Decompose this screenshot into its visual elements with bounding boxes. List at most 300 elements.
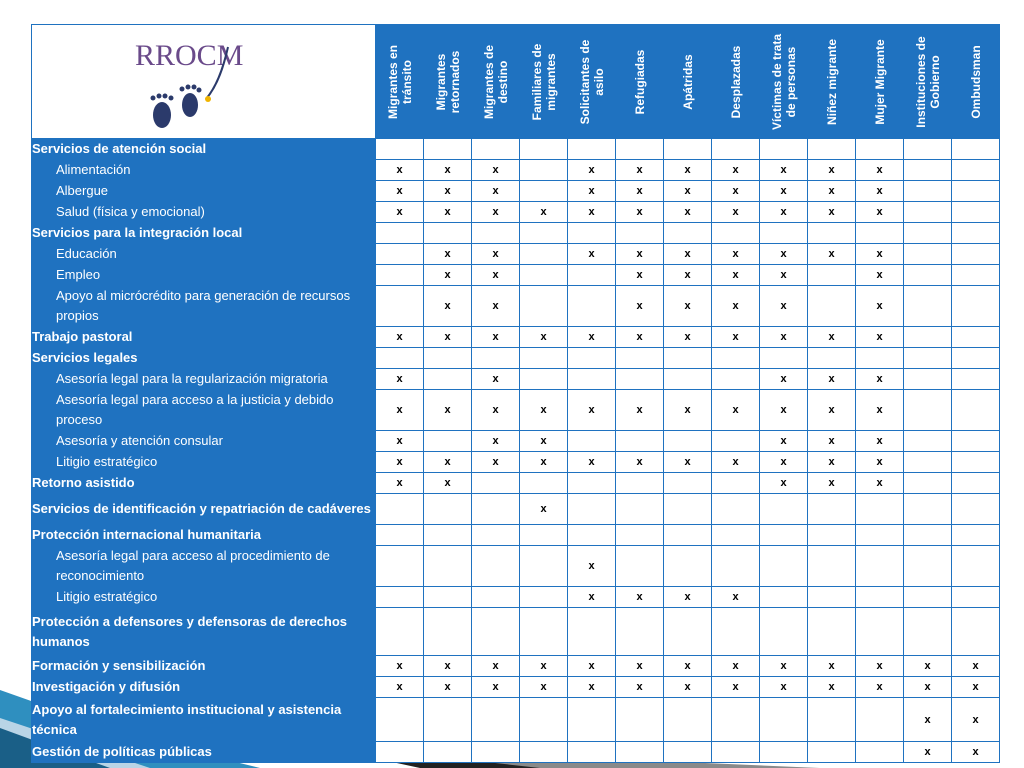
mark-cell: x — [856, 656, 904, 677]
column-header: Niñez migrante — [808, 25, 856, 139]
mark-cell — [520, 525, 568, 546]
mark-cell — [568, 431, 616, 452]
mark-cell: x — [424, 327, 472, 348]
mark-cell — [520, 608, 568, 656]
mark-cell: x — [856, 390, 904, 431]
table-row — [32, 348, 1000, 369]
table-body — [32, 139, 1000, 763]
mark-cell — [760, 698, 808, 742]
mark-cell — [520, 348, 568, 369]
mark-cell — [904, 265, 952, 286]
mark-cell — [904, 390, 952, 431]
mark-cell: x — [712, 265, 760, 286]
table-row — [32, 244, 1000, 265]
mark-cell: x — [376, 160, 424, 181]
mark-cell: x — [856, 244, 904, 265]
mark-cell: x — [712, 244, 760, 265]
mark-cell: x — [424, 181, 472, 202]
mark-cell — [952, 452, 1000, 473]
table-row — [32, 139, 1000, 160]
mark-cell: x — [424, 656, 472, 677]
mark-cell — [952, 348, 1000, 369]
mark-cell: x — [712, 452, 760, 473]
mark-cell: x — [424, 452, 472, 473]
mark-cell: x — [952, 742, 1000, 763]
mark-cell — [472, 348, 520, 369]
mark-cell — [376, 348, 424, 369]
mark-cell: x — [568, 390, 616, 431]
mark-cell: x — [856, 369, 904, 390]
mark-cell — [664, 139, 712, 160]
column-header: Mujer Migrante — [856, 25, 904, 139]
mark-cell — [904, 202, 952, 223]
mark-cell — [952, 390, 1000, 431]
mark-cell — [616, 525, 664, 546]
mark-cell: x — [712, 677, 760, 698]
mark-cell: x — [760, 390, 808, 431]
mark-cell: x — [808, 677, 856, 698]
mark-cell — [376, 608, 424, 656]
mark-cell: x — [568, 452, 616, 473]
mark-cell: x — [568, 587, 616, 608]
mark-cell — [520, 160, 568, 181]
mark-cell — [376, 139, 424, 160]
mark-cell: x — [472, 181, 520, 202]
mark-cell — [376, 286, 424, 327]
mark-cell — [664, 473, 712, 494]
mark-cell — [712, 525, 760, 546]
mark-cell: x — [856, 286, 904, 327]
mark-cell — [952, 369, 1000, 390]
column-header: Migrantes de destino — [472, 25, 520, 139]
mark-cell: x — [808, 160, 856, 181]
mark-cell — [616, 431, 664, 452]
mark-cell — [568, 286, 616, 327]
mark-cell — [520, 698, 568, 742]
mark-cell — [568, 369, 616, 390]
mark-cell — [712, 139, 760, 160]
row-heading: Formación y sensibilización — [32, 656, 376, 677]
mark-cell — [520, 265, 568, 286]
mark-cell — [808, 698, 856, 742]
mark-cell: x — [760, 244, 808, 265]
table-row — [32, 181, 1000, 202]
mark-cell — [952, 587, 1000, 608]
mark-cell: x — [616, 327, 664, 348]
mark-cell — [568, 494, 616, 525]
mark-cell — [856, 525, 904, 546]
mark-cell — [520, 139, 568, 160]
mark-cell: x — [472, 677, 520, 698]
mark-cell — [616, 369, 664, 390]
mark-cell: x — [424, 244, 472, 265]
mark-cell — [904, 181, 952, 202]
mark-cell — [376, 244, 424, 265]
mark-cell — [568, 525, 616, 546]
mark-cell: x — [520, 656, 568, 677]
table-row — [32, 656, 1000, 677]
mark-cell — [712, 369, 760, 390]
mark-cell: x — [520, 202, 568, 223]
mark-cell — [712, 348, 760, 369]
mark-cell: x — [376, 327, 424, 348]
mark-cell — [712, 473, 760, 494]
mark-cell — [856, 608, 904, 656]
mark-cell — [952, 608, 1000, 656]
column-header: Instituciones de Gobierno — [904, 25, 952, 139]
mark-cell — [808, 223, 856, 244]
mark-cell — [568, 139, 616, 160]
mark-cell: x — [376, 431, 424, 452]
row-heading: Gestión de políticas públicas — [32, 742, 376, 763]
mark-cell: x — [616, 265, 664, 286]
mark-cell — [520, 587, 568, 608]
row-subitem: Litigio estratégico — [32, 452, 376, 473]
mark-cell: x — [760, 656, 808, 677]
table-row — [32, 677, 1000, 698]
mark-cell: x — [904, 742, 952, 763]
mark-cell: x — [664, 265, 712, 286]
mark-cell: x — [760, 202, 808, 223]
mark-cell — [760, 546, 808, 587]
mark-cell — [664, 546, 712, 587]
mark-cell: x — [376, 452, 424, 473]
mark-cell — [904, 587, 952, 608]
mark-cell — [424, 525, 472, 546]
mark-cell: x — [520, 431, 568, 452]
mark-cell: x — [760, 181, 808, 202]
table-row — [32, 698, 1000, 742]
mark-cell — [616, 546, 664, 587]
mark-cell — [664, 494, 712, 525]
mark-cell — [904, 244, 952, 265]
table-row — [32, 473, 1000, 494]
mark-cell: x — [760, 327, 808, 348]
mark-cell: x — [376, 202, 424, 223]
mark-cell — [472, 587, 520, 608]
row-subitem: Asesoría y atención consular — [32, 431, 376, 452]
mark-cell — [760, 742, 808, 763]
mark-cell — [376, 494, 424, 525]
row-heading: Investigación y difusión — [32, 677, 376, 698]
mark-cell: x — [472, 390, 520, 431]
table-row — [32, 223, 1000, 244]
mark-cell — [664, 369, 712, 390]
table-row — [32, 431, 1000, 452]
logo-cell — [32, 25, 376, 139]
mark-cell: x — [616, 677, 664, 698]
mark-cell — [376, 546, 424, 587]
mark-cell — [472, 742, 520, 763]
mark-cell: x — [760, 473, 808, 494]
services-matrix-table — [31, 24, 1000, 763]
mark-cell: x — [904, 677, 952, 698]
mark-cell — [472, 473, 520, 494]
mark-cell — [808, 265, 856, 286]
mark-cell: x — [568, 160, 616, 181]
mark-cell: x — [616, 656, 664, 677]
table-row — [32, 546, 1000, 587]
mark-cell — [856, 698, 904, 742]
mark-cell: x — [712, 390, 760, 431]
mark-cell: x — [616, 244, 664, 265]
mark-cell: x — [616, 587, 664, 608]
mark-cell — [664, 525, 712, 546]
mark-cell — [952, 160, 1000, 181]
mark-cell — [760, 525, 808, 546]
mark-cell — [472, 494, 520, 525]
mark-cell: x — [856, 327, 904, 348]
table-row — [32, 452, 1000, 473]
mark-cell — [520, 223, 568, 244]
mark-cell: x — [664, 202, 712, 223]
mark-cell: x — [760, 286, 808, 327]
row-subitem: Asesoría legal para la regularización migratoria — [32, 369, 376, 390]
row-heading: Servicios de identificación y repatriación de cadáveres — [32, 494, 376, 525]
mark-cell: x — [952, 698, 1000, 742]
mark-cell — [952, 494, 1000, 525]
mark-cell — [904, 369, 952, 390]
mark-cell — [616, 494, 664, 525]
mark-cell — [568, 698, 616, 742]
mark-cell: x — [472, 286, 520, 327]
mark-cell — [424, 698, 472, 742]
table-row — [32, 742, 1000, 763]
mark-cell — [376, 698, 424, 742]
mark-cell: x — [952, 677, 1000, 698]
mark-cell: x — [856, 160, 904, 181]
mark-cell — [712, 494, 760, 525]
mark-cell — [616, 139, 664, 160]
mark-cell: x — [472, 452, 520, 473]
row-heading: Protección a defensores y defensoras de derechos humanos — [32, 608, 376, 656]
table-row — [32, 202, 1000, 223]
mark-cell: x — [568, 202, 616, 223]
mark-cell — [568, 742, 616, 763]
mark-cell: x — [904, 656, 952, 677]
mark-cell: x — [520, 452, 568, 473]
mark-cell: x — [520, 327, 568, 348]
mark-cell — [424, 742, 472, 763]
row-heading: Servicios de atención social — [32, 139, 376, 160]
mark-cell: x — [760, 265, 808, 286]
row-subitem: Educación — [32, 244, 376, 265]
mark-cell — [952, 181, 1000, 202]
mark-cell — [904, 494, 952, 525]
mark-cell — [520, 742, 568, 763]
mark-cell — [952, 431, 1000, 452]
mark-cell: x — [664, 181, 712, 202]
mark-cell: x — [424, 390, 472, 431]
mark-cell: x — [664, 390, 712, 431]
mark-cell: x — [760, 160, 808, 181]
mark-cell: x — [712, 202, 760, 223]
mark-cell — [712, 431, 760, 452]
mark-cell — [856, 348, 904, 369]
mark-cell — [760, 139, 808, 160]
row-heading: Protección internacional humanitaria — [32, 525, 376, 546]
mark-cell — [664, 348, 712, 369]
mark-cell — [376, 223, 424, 244]
mark-cell — [760, 587, 808, 608]
mark-cell — [856, 494, 904, 525]
mark-cell: x — [664, 160, 712, 181]
mark-cell: x — [616, 181, 664, 202]
mark-cell: x — [568, 677, 616, 698]
mark-cell — [616, 473, 664, 494]
table-row — [32, 494, 1000, 525]
mark-cell — [376, 525, 424, 546]
mark-cell — [568, 223, 616, 244]
mark-cell — [808, 587, 856, 608]
mark-cell: x — [808, 473, 856, 494]
mark-cell — [424, 348, 472, 369]
mark-cell: x — [424, 677, 472, 698]
mark-cell: x — [856, 181, 904, 202]
mark-cell — [760, 494, 808, 525]
row-heading: Retorno asistido — [32, 473, 376, 494]
mark-cell: x — [760, 369, 808, 390]
mark-cell — [664, 431, 712, 452]
row-heading: Apoyo al fortalecimiento institucional y asistencia técnica — [32, 698, 376, 742]
column-header: Solicitantes de asilo — [568, 25, 616, 139]
mark-cell — [568, 608, 616, 656]
mark-cell — [952, 286, 1000, 327]
mark-cell: x — [856, 452, 904, 473]
mark-cell: x — [472, 202, 520, 223]
mark-cell — [904, 473, 952, 494]
row-subitem: Salud (física y emocional) — [32, 202, 376, 223]
mark-cell — [616, 698, 664, 742]
mark-cell: x — [664, 656, 712, 677]
mark-cell: x — [760, 431, 808, 452]
table-row — [32, 160, 1000, 181]
column-header: Migrantes en tránsito — [376, 25, 424, 139]
mark-cell: x — [712, 160, 760, 181]
mark-cell — [424, 587, 472, 608]
mark-cell — [472, 223, 520, 244]
mark-cell — [424, 369, 472, 390]
mark-cell — [904, 452, 952, 473]
table-row — [32, 327, 1000, 348]
mark-cell — [808, 348, 856, 369]
mark-cell — [856, 742, 904, 763]
mark-cell — [472, 546, 520, 587]
mark-cell: x — [712, 656, 760, 677]
row-subitem: Asesoría legal para acceso al procedimiento de reconocimiento — [32, 546, 376, 587]
mark-cell — [952, 139, 1000, 160]
mark-cell — [520, 286, 568, 327]
mark-cell — [712, 698, 760, 742]
mark-cell — [616, 348, 664, 369]
mark-cell — [376, 587, 424, 608]
mark-cell: x — [664, 286, 712, 327]
mark-cell: x — [472, 369, 520, 390]
mark-cell — [856, 139, 904, 160]
mark-cell — [664, 698, 712, 742]
mark-cell — [904, 525, 952, 546]
mark-cell: x — [808, 327, 856, 348]
mark-cell — [520, 546, 568, 587]
mark-cell — [712, 546, 760, 587]
mark-cell — [424, 139, 472, 160]
column-header: Víctimas de trata de personas — [760, 25, 808, 139]
mark-cell: x — [472, 327, 520, 348]
mark-cell — [808, 494, 856, 525]
mark-cell: x — [664, 327, 712, 348]
table-row — [32, 390, 1000, 431]
mark-cell — [904, 223, 952, 244]
mark-cell: x — [520, 677, 568, 698]
mark-cell: x — [712, 327, 760, 348]
table-row — [32, 369, 1000, 390]
mark-cell: x — [856, 431, 904, 452]
mark-cell: x — [616, 390, 664, 431]
mark-cell: x — [376, 390, 424, 431]
mark-cell: x — [808, 431, 856, 452]
table-row — [32, 525, 1000, 546]
mark-cell — [904, 286, 952, 327]
mark-cell — [616, 223, 664, 244]
mark-cell — [904, 160, 952, 181]
mark-cell — [760, 348, 808, 369]
header-row — [32, 25, 1000, 139]
mark-cell: x — [808, 369, 856, 390]
mark-cell — [904, 608, 952, 656]
mark-cell — [424, 546, 472, 587]
mark-cell — [664, 608, 712, 656]
row-heading: Servicios legales — [32, 348, 376, 369]
mark-cell: x — [856, 473, 904, 494]
rrocm-logo — [32, 25, 375, 138]
mark-cell: x — [472, 160, 520, 181]
row-heading: Trabajo pastoral — [32, 327, 376, 348]
mark-cell: x — [520, 494, 568, 525]
mark-cell: x — [712, 587, 760, 608]
mark-cell: x — [712, 181, 760, 202]
mark-cell — [856, 223, 904, 244]
row-subitem: Empleo — [32, 265, 376, 286]
mark-cell: x — [568, 656, 616, 677]
mark-cell — [760, 608, 808, 656]
mark-cell: x — [856, 265, 904, 286]
mark-cell: x — [808, 202, 856, 223]
mark-cell: x — [808, 390, 856, 431]
column-header: Ombudsman — [952, 25, 1000, 139]
mark-cell: x — [952, 656, 1000, 677]
mark-cell — [424, 223, 472, 244]
mark-cell — [376, 742, 424, 763]
mark-cell: x — [664, 244, 712, 265]
mark-cell — [472, 698, 520, 742]
mark-cell — [952, 223, 1000, 244]
mark-cell — [808, 546, 856, 587]
mark-cell: x — [472, 431, 520, 452]
mark-cell: x — [376, 181, 424, 202]
mark-cell — [616, 742, 664, 763]
mark-cell — [712, 608, 760, 656]
mark-cell: x — [376, 656, 424, 677]
mark-cell — [424, 494, 472, 525]
mark-cell: x — [376, 677, 424, 698]
mark-cell: x — [616, 160, 664, 181]
mark-cell — [904, 546, 952, 587]
mark-cell — [520, 473, 568, 494]
mark-cell: x — [808, 452, 856, 473]
mark-cell — [472, 608, 520, 656]
mark-cell — [856, 546, 904, 587]
mark-cell — [376, 265, 424, 286]
